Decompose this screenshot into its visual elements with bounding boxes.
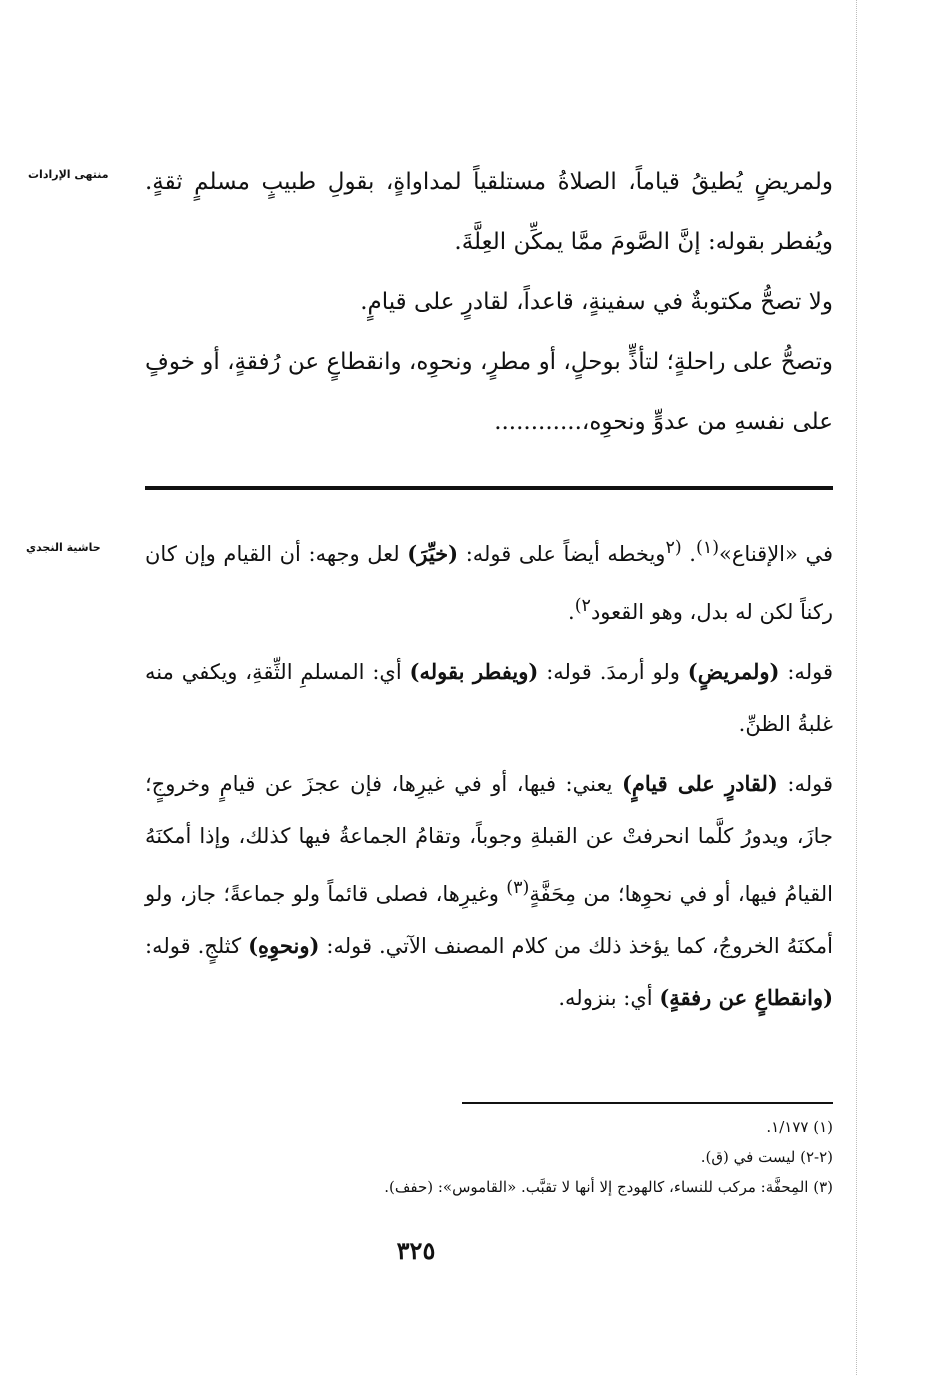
footnote-item: (٢-٢) ليست في (ق). <box>700 1148 833 1166</box>
bold-term: (ونحوِهِ) <box>248 933 320 958</box>
sharh-paragraph-1: في «الإقناع»$^{(١)}$. $^{(٢}$ويخطه أيضاً على قوله: (خيِّرَ) لعل وجهه: أن القيام وإن كان ركناً لكن له بدل، وهو القعود$^{٢)}$. <box>145 538 834 624</box>
matn-paragraph: ولمريضٍ يُطيقُ قياماً، الصلاةُ مستلقياً لمداواةٍ، بقولِ طبيبٍ مسلمٍ ثقةٍ. ويُفطر بقوله: إنَّ الصَّومَ ممَّا يمكِّن العِلَّةَ. <box>145 169 833 255</box>
bold-term: (خيِّرَ) <box>407 541 459 566</box>
footnotes <box>145 1112 833 1202</box>
page-number: ٣٢٥ <box>396 1236 436 1265</box>
footnote-item: (١) ١/١٧٧. <box>766 1118 833 1136</box>
footnote-ref: (٣) <box>506 878 530 898</box>
sharh-paragraph-2: قوله: (ولمريضٍ) ولو أرمدَ. قوله: (ويفطر بقوله) أي: المسلمِ الثِّقةِ، ويكفي منه غلبةُ الظنِّ. <box>145 659 833 736</box>
sharh-text <box>145 522 833 1024</box>
bold-term: (ويفطر بقوله) <box>409 659 539 684</box>
matn-paragraph: ولا تصحُّ مكتوبةٌ في سفينةٍ، قاعداً، لقادرٍ على قيامٍ. <box>360 289 833 315</box>
page-edge-guide <box>856 0 857 1375</box>
section-separator <box>145 486 833 490</box>
footnote-ref: (٢ <box>665 538 682 558</box>
bold-term: (ولمريضٍ) <box>687 659 780 684</box>
footnote-ref: ٢) <box>574 596 591 616</box>
matn-paragraph: وتصحُّ على راحلةٍ؛ لتأذٍّ بوحلٍ، أو مطرٍ، ونحوِه، وانقطاعٍ عن رُفقةٍ، أو خوفٍ على نفسهِ من عدوٍّ ونحوِه،............ <box>145 349 833 435</box>
bold-term: (لقادرٍ على قيامٍ) <box>621 771 778 796</box>
side-label-matn: منتهى الإرادات <box>28 168 109 181</box>
footnote-ref: (١) <box>695 538 720 558</box>
sharh-paragraph-3: قوله: (لقادرٍ على قيامٍ) يعني: فيها، أو في غيرِها، فإن عجزَ عن قيامٍ وخروجٍ؛ جازَ، ويدورُ كلَّما انحرفتْ عن القبلةِ وجوباً، وتقامُ الجماعةُ فيها كذلك، وإذا أمكنَهُ القيامُ فيها، أو في نحوِها؛ من مِحَفَّةٍ$^{(٣)}$ وغيرِها، فصلى قائماً ولو جماعةً؛ جاز، ولو أمكنَهُ الخروجُ، كما يؤخذ ذلك من كلام المصنف الآتي. قوله: (ونحوِهِ) كثلجٍ. قوله: (وانقطاعٍ عن رفقةٍ) أي: بنزوله. <box>145 771 833 1010</box>
footnote-separator <box>462 1102 833 1104</box>
matn-text <box>145 152 833 452</box>
side-label-sharh: حاشية النجدي <box>26 541 101 554</box>
bold-term: (وانقطاعٍ عن رفقةٍ) <box>659 985 833 1010</box>
footnote-item: (٣) المِحفَّة: مركب للنساء، كالهودج إلا أنها لا تقبَّب. «القاموس»: (حفف). <box>384 1178 833 1196</box>
